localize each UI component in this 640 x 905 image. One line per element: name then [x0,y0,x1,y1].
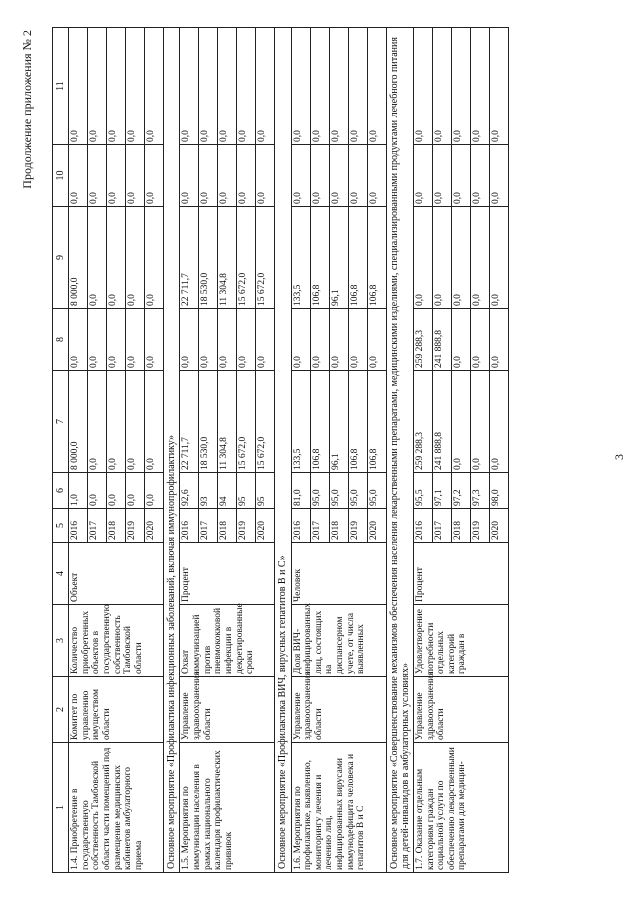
table-cell: 0,0 [107,145,126,207]
table-cell: 2019 [348,509,367,543]
table-cell: 0,0 [237,28,256,145]
table-cell: 0,0 [88,473,107,509]
table-cell: 95,0 [348,473,367,509]
table-cell: 0,0 [367,145,386,207]
table-cell: 0,0 [180,145,199,207]
table-cell: 0,0 [199,28,218,145]
column-header: 1 [53,743,69,873]
unit-of-measure: Объект [69,543,164,605]
table-cell: 2016 [291,509,310,543]
table-cell: 2016 [180,509,199,543]
table-cell: 0,0 [88,207,107,309]
section-row [386,28,413,873]
table-cell: 2020 [489,509,508,543]
table-cell: 241 888,8 [432,309,451,371]
table-cell: 0,0 [180,28,199,145]
table-cell: 0,0 [451,371,470,473]
table-cell: 0,0 [470,145,489,207]
table-cell: 95 [237,473,256,509]
table-cell: 92,6 [180,473,199,509]
table-cell: 0,0 [291,28,310,145]
table-cell: 15 672,0 [256,207,275,309]
executor: Управление здравоохранения области [291,677,386,743]
table-cell: 11 304,8 [218,371,237,473]
table-cell: 95,0 [310,473,329,509]
section-title: Основное мероприятие «Совершенствование механизмов обеспечения населения лекарственными препаратами, медицинскими изделиями, специализированными продуктами лечебного питания для детей-инвалидов в амбулаторных условиях» [386,28,413,873]
table-cell: 0,0 [88,371,107,473]
table-cell: 0,0 [126,28,145,145]
column-header: 6 [53,473,69,509]
program-table [52,27,509,873]
table-cell: 106,8 [310,371,329,473]
table-cell: 259 288,3 [413,371,432,473]
table-cell: 15 672,0 [237,207,256,309]
table-cell: 0,0 [145,145,164,207]
table-cell: 0,0 [107,473,126,509]
executor: Комитет по управлению имуществом области [69,677,164,743]
table-cell: 0,0 [256,145,275,207]
table-cell: 2018 [329,509,348,543]
table-cell: 0,0 [451,309,470,371]
measure-description: 1.7. Оказание отдельным категориям граждан социальной услуги по обеспечению лекарственными препаратами для медицин- [413,743,508,873]
table-cell: 0,0 [107,28,126,145]
table-cell: 0,0 [470,371,489,473]
table-cell: 0,0 [348,28,367,145]
section-title: Основное мероприятие «Профилактика ВИЧ, вирусных гепатитов В и С» [275,28,291,873]
table-cell: 0,0 [107,207,126,309]
table-cell: 2019 [237,509,256,543]
table-cell: 0,0 [367,28,386,145]
table-cell: 2017 [432,509,451,543]
table-body [69,28,509,873]
table-cell: 96,1 [329,371,348,473]
table-row [69,28,88,873]
table-row [291,28,310,873]
table-cell: 0,0 [413,28,432,145]
column-header: 7 [53,371,69,473]
measure-description: 1.6. Мероприятия по профилактике, выявлению, мониторингу лечения и лечению лиц, инфицированных вирусами иммунодефицита человека и гепатитов В и С [291,743,386,873]
section-title: Основное мероприятие «Профилактика инфекционных заболеваний, включая иммунопрофилактику» [164,28,180,873]
column-header: 2 [53,677,69,743]
table-cell: 81,0 [291,473,310,509]
table-cell: 2018 [107,509,126,543]
table-cell: 0,0 [489,145,508,207]
column-header: 4 [53,543,69,605]
column-header: 3 [53,605,69,677]
table-cell: 0,0 [126,473,145,509]
column-header: 8 [53,309,69,371]
table-cell: 15 672,0 [237,371,256,473]
table-cell: 15 672,0 [256,371,275,473]
column-header: 5 [53,509,69,543]
table-cell: 2020 [145,509,164,543]
table-cell: 2017 [310,509,329,543]
table-cell: 0,0 [348,145,367,207]
table-cell: 95,0 [329,473,348,509]
table-cell: 0,0 [432,28,451,145]
section-row [164,28,180,873]
indicator-name: Доля ВИЧ-инфицированных лиц, состоящих на диспансерном учете, от числа выявленных [291,605,386,677]
table-cell: 0,0 [88,28,107,145]
table-cell: 0,0 [69,145,88,207]
table-cell: 22 711,7 [180,207,199,309]
table-cell: 0,0 [310,309,329,371]
table-cell: 0,0 [126,371,145,473]
continuation-label: Продолжение приложения № 2 [20,30,34,189]
table-cell: 0,0 [329,309,348,371]
table-cell: 0,0 [88,145,107,207]
table-cell: 8 000,0 [69,207,88,309]
table-cell: 0,0 [126,145,145,207]
table-cell: 18 530,0 [199,371,218,473]
table-cell: 0,0 [310,145,329,207]
indicator-name: Количество приобретенных объектов в государственную собственность Тамбовской области [69,605,164,677]
measure-description: 1.5. Мероприятия по иммунизации населения в рамках национального календаря профилактических прививок [180,743,275,873]
unit-of-measure: Процент [413,543,508,605]
table-cell: 2016 [413,509,432,543]
table-cell: 0,0 [199,309,218,371]
table-cell: 95,0 [367,473,386,509]
table-cell: 0,0 [237,309,256,371]
table-cell: 0,0 [145,28,164,145]
column-header: 11 [53,28,69,145]
table-cell: 0,0 [256,309,275,371]
table-cell: 0,0 [489,207,508,309]
table-cell: 0,0 [329,28,348,145]
table-cell: 0,0 [107,309,126,371]
table-cell: 0,0 [256,28,275,145]
table-cell: 0,0 [329,145,348,207]
table-cell: 0,0 [489,309,508,371]
table-cell: 0,0 [199,145,218,207]
table-cell: 97,2 [451,473,470,509]
table-cell: 18 530,0 [199,207,218,309]
measure-description: 1.4. Приобретение в государственную собственность Тамбовской области части помещений под размещение медицинских кабинетов амбулаторного приема [69,743,164,873]
table-cell: 0,0 [451,207,470,309]
table-cell: 0,0 [126,207,145,309]
table-cell: 106,8 [348,371,367,473]
table-cell: 98,0 [489,473,508,509]
table-cell: 0,0 [180,309,199,371]
table-cell: 0,0 [291,145,310,207]
table-row [180,28,199,873]
table-cell: 94 [218,473,237,509]
table-cell: 1,0 [69,473,88,509]
column-header: 9 [53,207,69,309]
section-row [275,28,291,873]
table-cell: 95 [256,473,275,509]
table-cell: 106,8 [367,207,386,309]
page-number: 3 [612,454,626,460]
table-cell: 0,0 [126,309,145,371]
table-cell: 133,5 [291,207,310,309]
table-cell: 2019 [126,509,145,543]
table-cell: 0,0 [107,371,126,473]
table-cell: 0,0 [218,28,237,145]
header-row [53,28,69,873]
table-cell: 0,0 [413,207,432,309]
table-cell: 259 288,3 [413,309,432,371]
table-cell: 0,0 [88,309,107,371]
column-header: 10 [53,145,69,207]
table-cell: 0,0 [470,28,489,145]
unit-of-measure: Человек [291,543,386,605]
table-cell: 106,8 [348,207,367,309]
table-cell: 0,0 [145,207,164,309]
table-cell: 106,8 [310,207,329,309]
indicator-name: Удовлетворение потребности отдельных категорий граждан в [413,605,508,677]
table-cell: 106,8 [367,371,386,473]
table-cell: 0,0 [451,145,470,207]
table-cell: 0,0 [145,473,164,509]
table-cell: 0,0 [218,145,237,207]
table-cell: 2018 [218,509,237,543]
table-cell: 0,0 [432,207,451,309]
table-cell: 0,0 [145,309,164,371]
table-cell: 8 000,0 [69,371,88,473]
table-cell: 0,0 [367,309,386,371]
table-cell: 93 [199,473,218,509]
table-cell: 133,5 [291,371,310,473]
table-cell: 2017 [199,509,218,543]
table-cell: 0,0 [69,309,88,371]
table-cell: 0,0 [470,309,489,371]
table-cell: 0,0 [470,207,489,309]
table-cell: 0,0 [432,145,451,207]
table-cell: 0,0 [451,28,470,145]
executor: Управление здравоохранения области [413,677,508,743]
table-cell: 0,0 [348,309,367,371]
unit-of-measure: Процент [180,543,275,605]
table-cell: 2017 [88,509,107,543]
table-cell: 2020 [256,509,275,543]
table-cell: 2019 [470,509,489,543]
table-cell: 2018 [451,509,470,543]
table-cell: 0,0 [489,28,508,145]
executor: Управление здравоохранения области [180,677,275,743]
table-cell: 241 888,8 [432,371,451,473]
table-cell: 11 304,8 [218,207,237,309]
table-cell: 0,0 [237,145,256,207]
table-cell: 2016 [69,509,88,543]
table-cell: 0,0 [413,145,432,207]
table-cell: 0,0 [310,28,329,145]
table-cell: 97,3 [470,473,489,509]
table-cell: 96,1 [329,207,348,309]
table-cell: 2020 [367,509,386,543]
table-cell: 0,0 [291,309,310,371]
table-cell: 0,0 [489,371,508,473]
table-cell: 97,1 [432,473,451,509]
table-cell: 95,5 [413,473,432,509]
table-cell: 0,0 [218,309,237,371]
indicator-name: Охват иммунизацией против пневмококковой инфекции в декретированные сроки [180,605,275,677]
table-cell: 0,0 [69,28,88,145]
table-cell: 0,0 [145,371,164,473]
table-row [413,28,432,873]
table-cell: 22 711,7 [180,371,199,473]
